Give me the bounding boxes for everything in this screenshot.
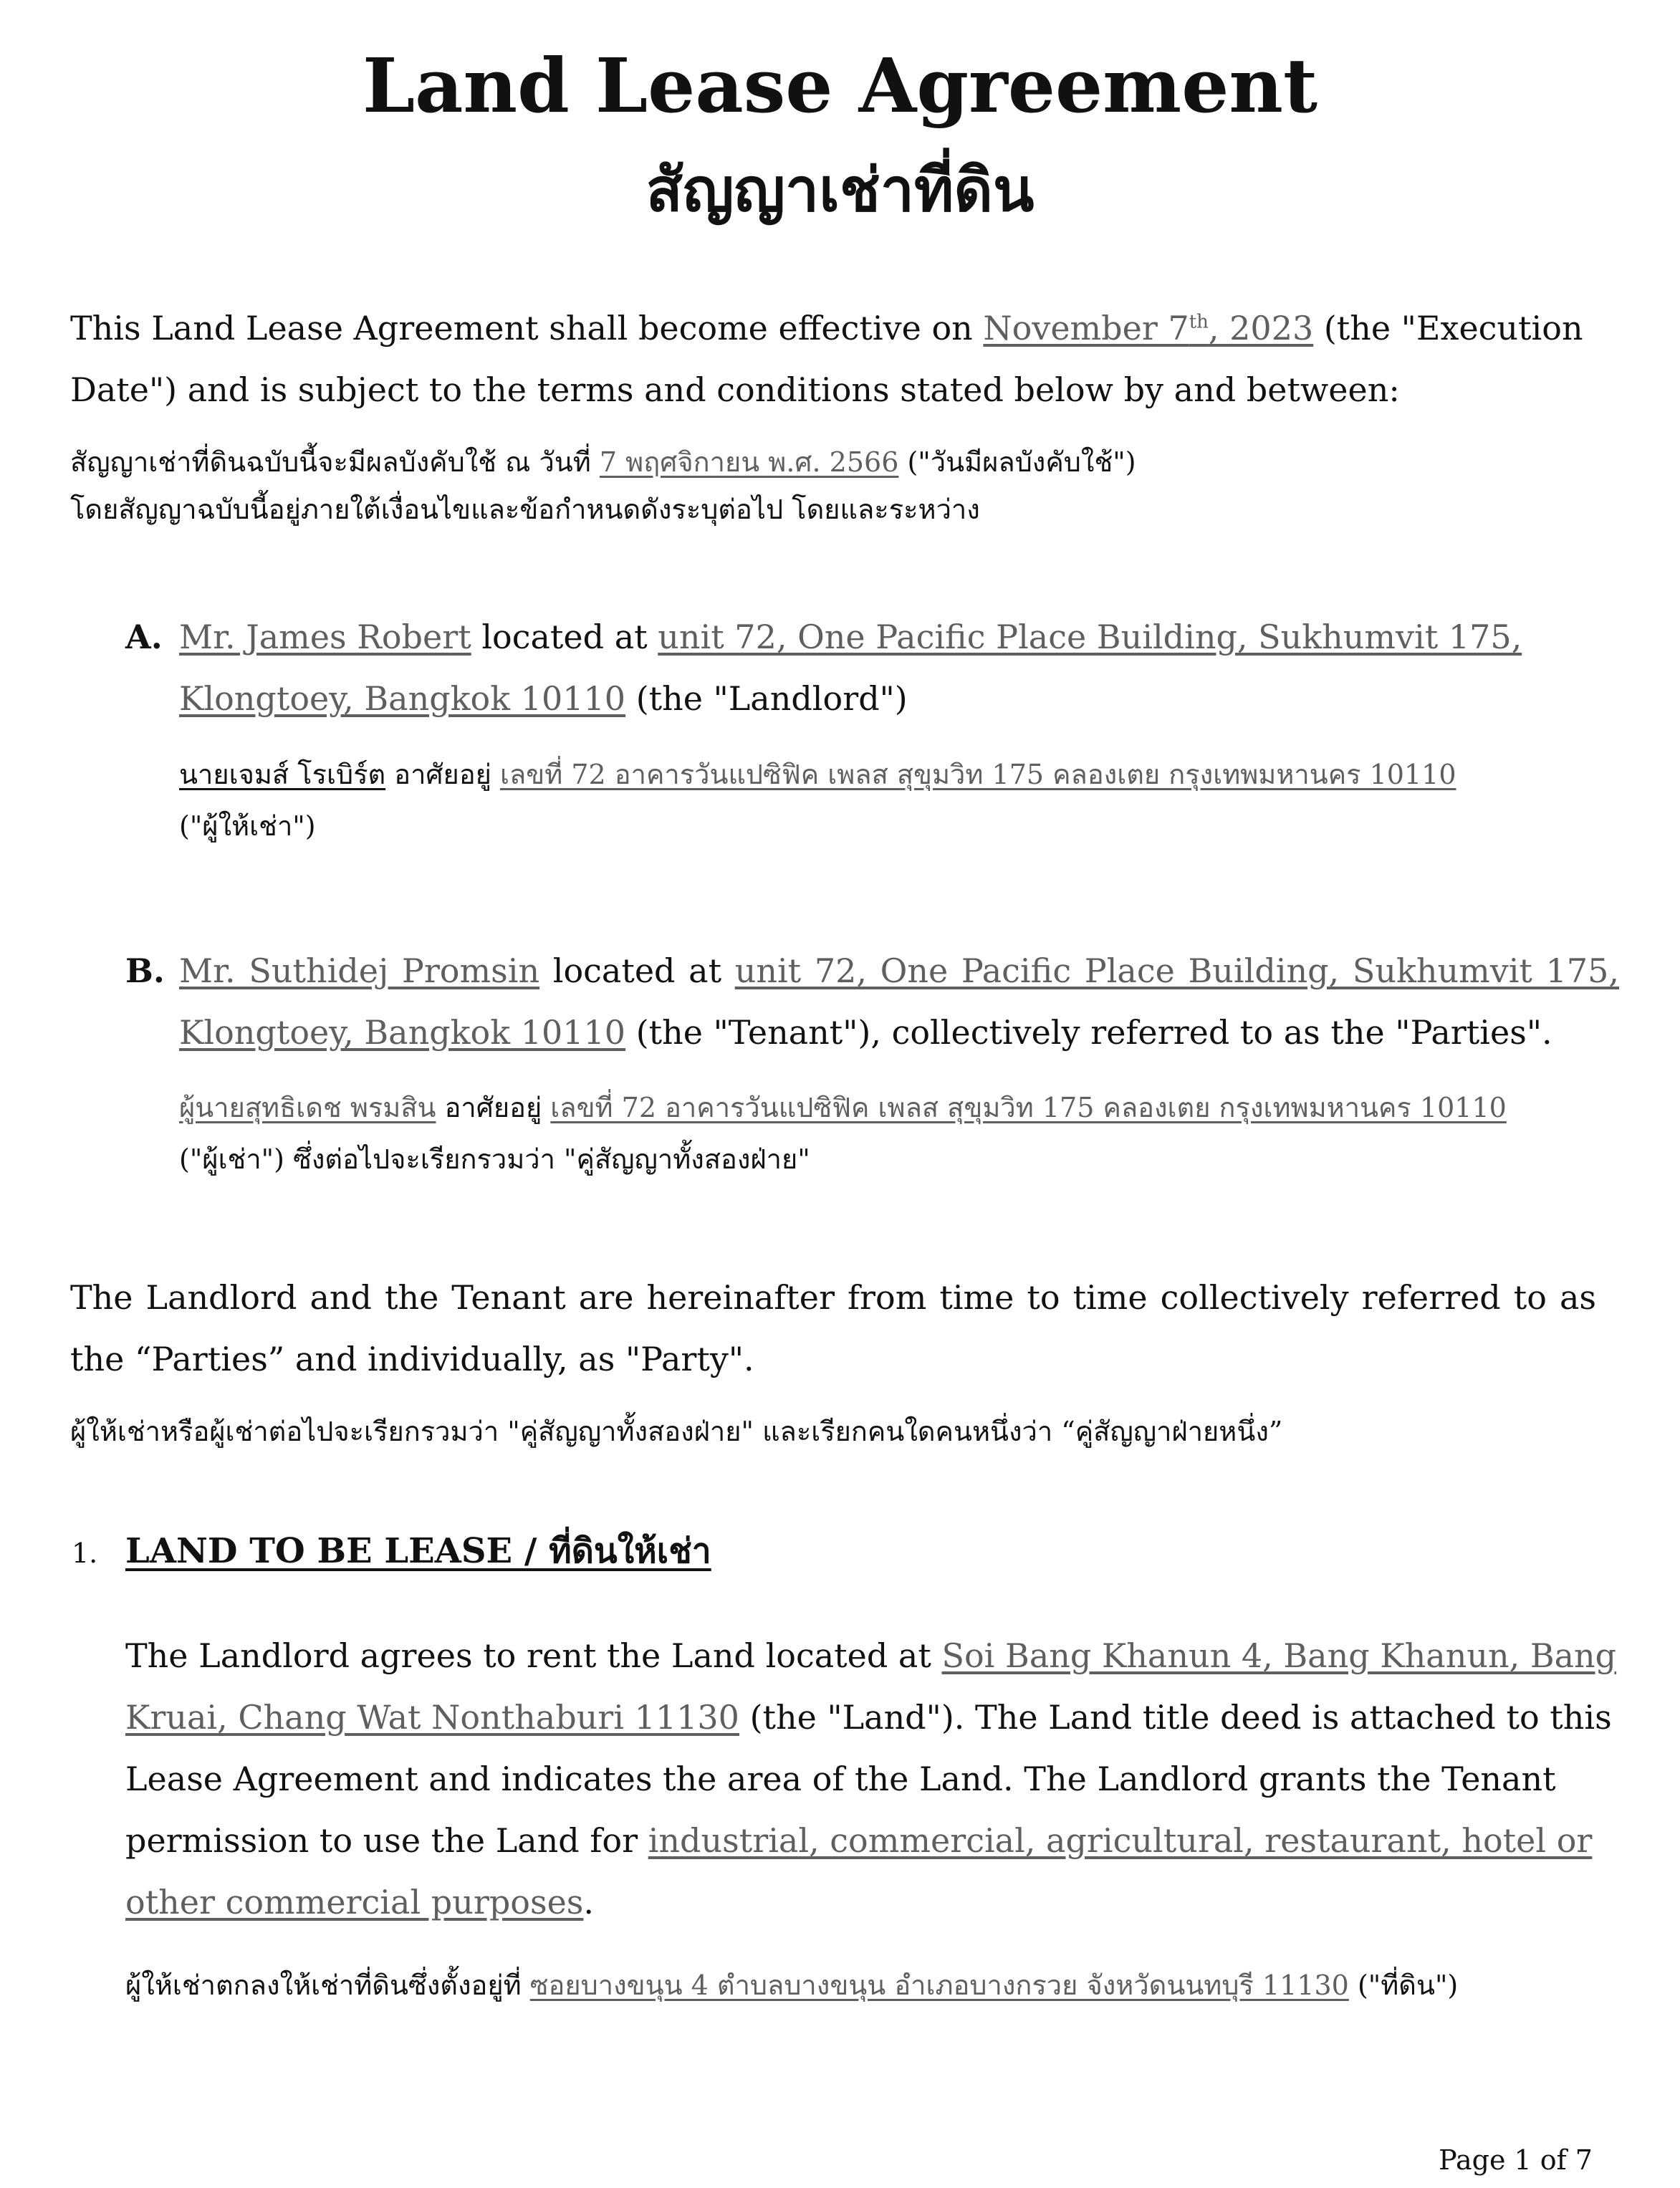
landlord-address-thai: เลขที่ 72 อาคารวันแปซิฟิค เพลส สุขุมวิท 175 คลองเตย กรุงเทพมหานคร 10110 bbox=[499, 759, 1456, 790]
party-a-english: Mr. James Robert located at unit 72, One Pacific Place Building, Sukhumvit 175, Klongtoey, Bangkok 10110 (the "Landlord") bbox=[179, 618, 1522, 718]
party-a-thai: นายเจมส์ โรเบิร์ต อาศัยอยู่ เลขที่ 72 อาคารวันแปซิฟิค เพลส สุขุมวิท 175 คลองเตย กรุงเทพมหานคร 10110 ("ผู้ให้เช่า") bbox=[179, 759, 1456, 842]
tenant-name-thai: ผู้นายสุทธิเดช พรมสิน bbox=[179, 1092, 436, 1123]
landlord-name-thai: นายเจมส์ โรเบิร์ต bbox=[179, 759, 386, 790]
land-address-thai: ซอยบางขนุน 4 ตำบลบางขนุน อำเภอบางกรวย จังหวัดนนทบุรี 11130 bbox=[529, 1969, 1349, 2001]
parties-thai: ผู้ให้เช่าหรือผู้เช่าต่อไปจะเรียกรวมว่า "คู่สัญญาทั้งสองฝ่าย" และเรียกคนใดคนหนึ่งว่า “คู่สัญญาฝ่ายหนึ่ง” bbox=[70, 1416, 1283, 1447]
tenant-address: unit 72, One Pacific Place Building, Sukhumvit 175, Klongtoey, Bangkok 10110 bbox=[179, 951, 1619, 1052]
document-title-thai: สัญญาเช่าที่ดิน bbox=[645, 155, 1035, 225]
document-title: Land Lease Agreement bbox=[362, 42, 1318, 130]
party-b-label: B. bbox=[125, 951, 165, 990]
party-b-thai: ผู้นายสุทธิเดช พรมสิน อาศัยอยู่ เลขที่ 72 อาคารวันแปซิฟิค เพลส สุขุมวิท 175 คลองเตย กรุงเทพมหานคร 10110 ("ผู้เช่า") ซึ่งต่อไปจะเรียกรวมว่า "คู่สัญญาทั้งสองฝ่าย" bbox=[179, 1092, 1507, 1175]
section-1-number: 1. bbox=[72, 1537, 98, 1569]
section-1-english: The Landlord agrees to rent the Land located at Soi Bang Khanun 4, Bang Khanun, Bang Kruai, Chang Wat Nonthaburi 11130 (the "Land"). The Land title deed is attached to this Lease Agreement and indicates the area of the Land. The Landlord grants the Tenant permission to use the Land for industrial, commercial, agricultural, restaurant, hotel or other commercial purposes. bbox=[125, 1636, 1617, 1921]
intro-english: This Land Lease Agreement shall become effective on November 7th, 2023 (the "Execution Date") and is subject to the terms and conditions stated below by and between: bbox=[70, 309, 1583, 409]
page-number: Page 1 of 7 bbox=[1439, 2144, 1593, 2176]
land-address: Soi Bang Khanun 4, Bang Khanun, Bang Kruai, Chang Wat Nonthaburi 11130 bbox=[125, 1636, 1617, 1737]
tenant-name: Mr. Suthidej Promsin bbox=[179, 951, 540, 990]
intro-thai-line1: สัญญาเช่าที่ดินฉบับนี้จะมีผลบังคับใช้ ณ วันที่ 7 พฤศจิกายน พ.ศ. 2566 ("วันมีผลบังคับใช้") bbox=[70, 446, 1136, 478]
section-1-thai: ผู้ให้เช่าตกลงให้เช่าที่ดินซึ่งตั้งอยู่ที่ ซอยบางขนุน 4 ตำบลบางขนุน อำเภอบางกรวย จังหวัดนนทบุรี 11130 ("ที่ดิน") bbox=[125, 1969, 1459, 2001]
landlord-address: unit 72, One Pacific Place Building, Sukhumvit 175, Klongtoey, Bangkok 10110 bbox=[179, 618, 1522, 718]
tenant-address-thai: เลขที่ 72 อาคารวันแปซิฟิค เพลส สุขุมวิท 175 คลองเตย กรุงเทพมหานคร 10110 bbox=[550, 1092, 1507, 1123]
execution-date: November 7th, 2023 bbox=[983, 309, 1314, 347]
intro-thai bbox=[70, 438, 1618, 533]
party-b-english: Mr. Suthidej Promsin located at unit 72, One Pacific Place Building, Sukhumvit 175, Klongtoey, Bangkok 10110 (the "Tenant"), collectively referred to as the "Parties". bbox=[179, 951, 1619, 1052]
section-1-heading: LAND TO BE LEASE / ที่ดินให้เช่า bbox=[125, 1531, 711, 1571]
execution-date-thai: 7 พฤศจิกายน พ.ศ. 2566 bbox=[599, 446, 899, 478]
parties-english: The Landlord and the Tenant are hereinafter from time to time collectively referred to as the “Parties” and individually, as "Party". bbox=[70, 1278, 1596, 1378]
intro-thai-line2: โดยสัญญาฉบับนี้อยู่ภายใต้เงื่อนไขและข้อกำหนดดังระบุต่อไป โดยและระหว่าง bbox=[70, 494, 980, 525]
land-purposes: industrial, commercial, agricultural, restaurant, hotel or other commercial purposes bbox=[125, 1821, 1593, 1921]
landlord-name: Mr. James Robert bbox=[179, 618, 471, 656]
party-a-label: A. bbox=[125, 618, 163, 656]
